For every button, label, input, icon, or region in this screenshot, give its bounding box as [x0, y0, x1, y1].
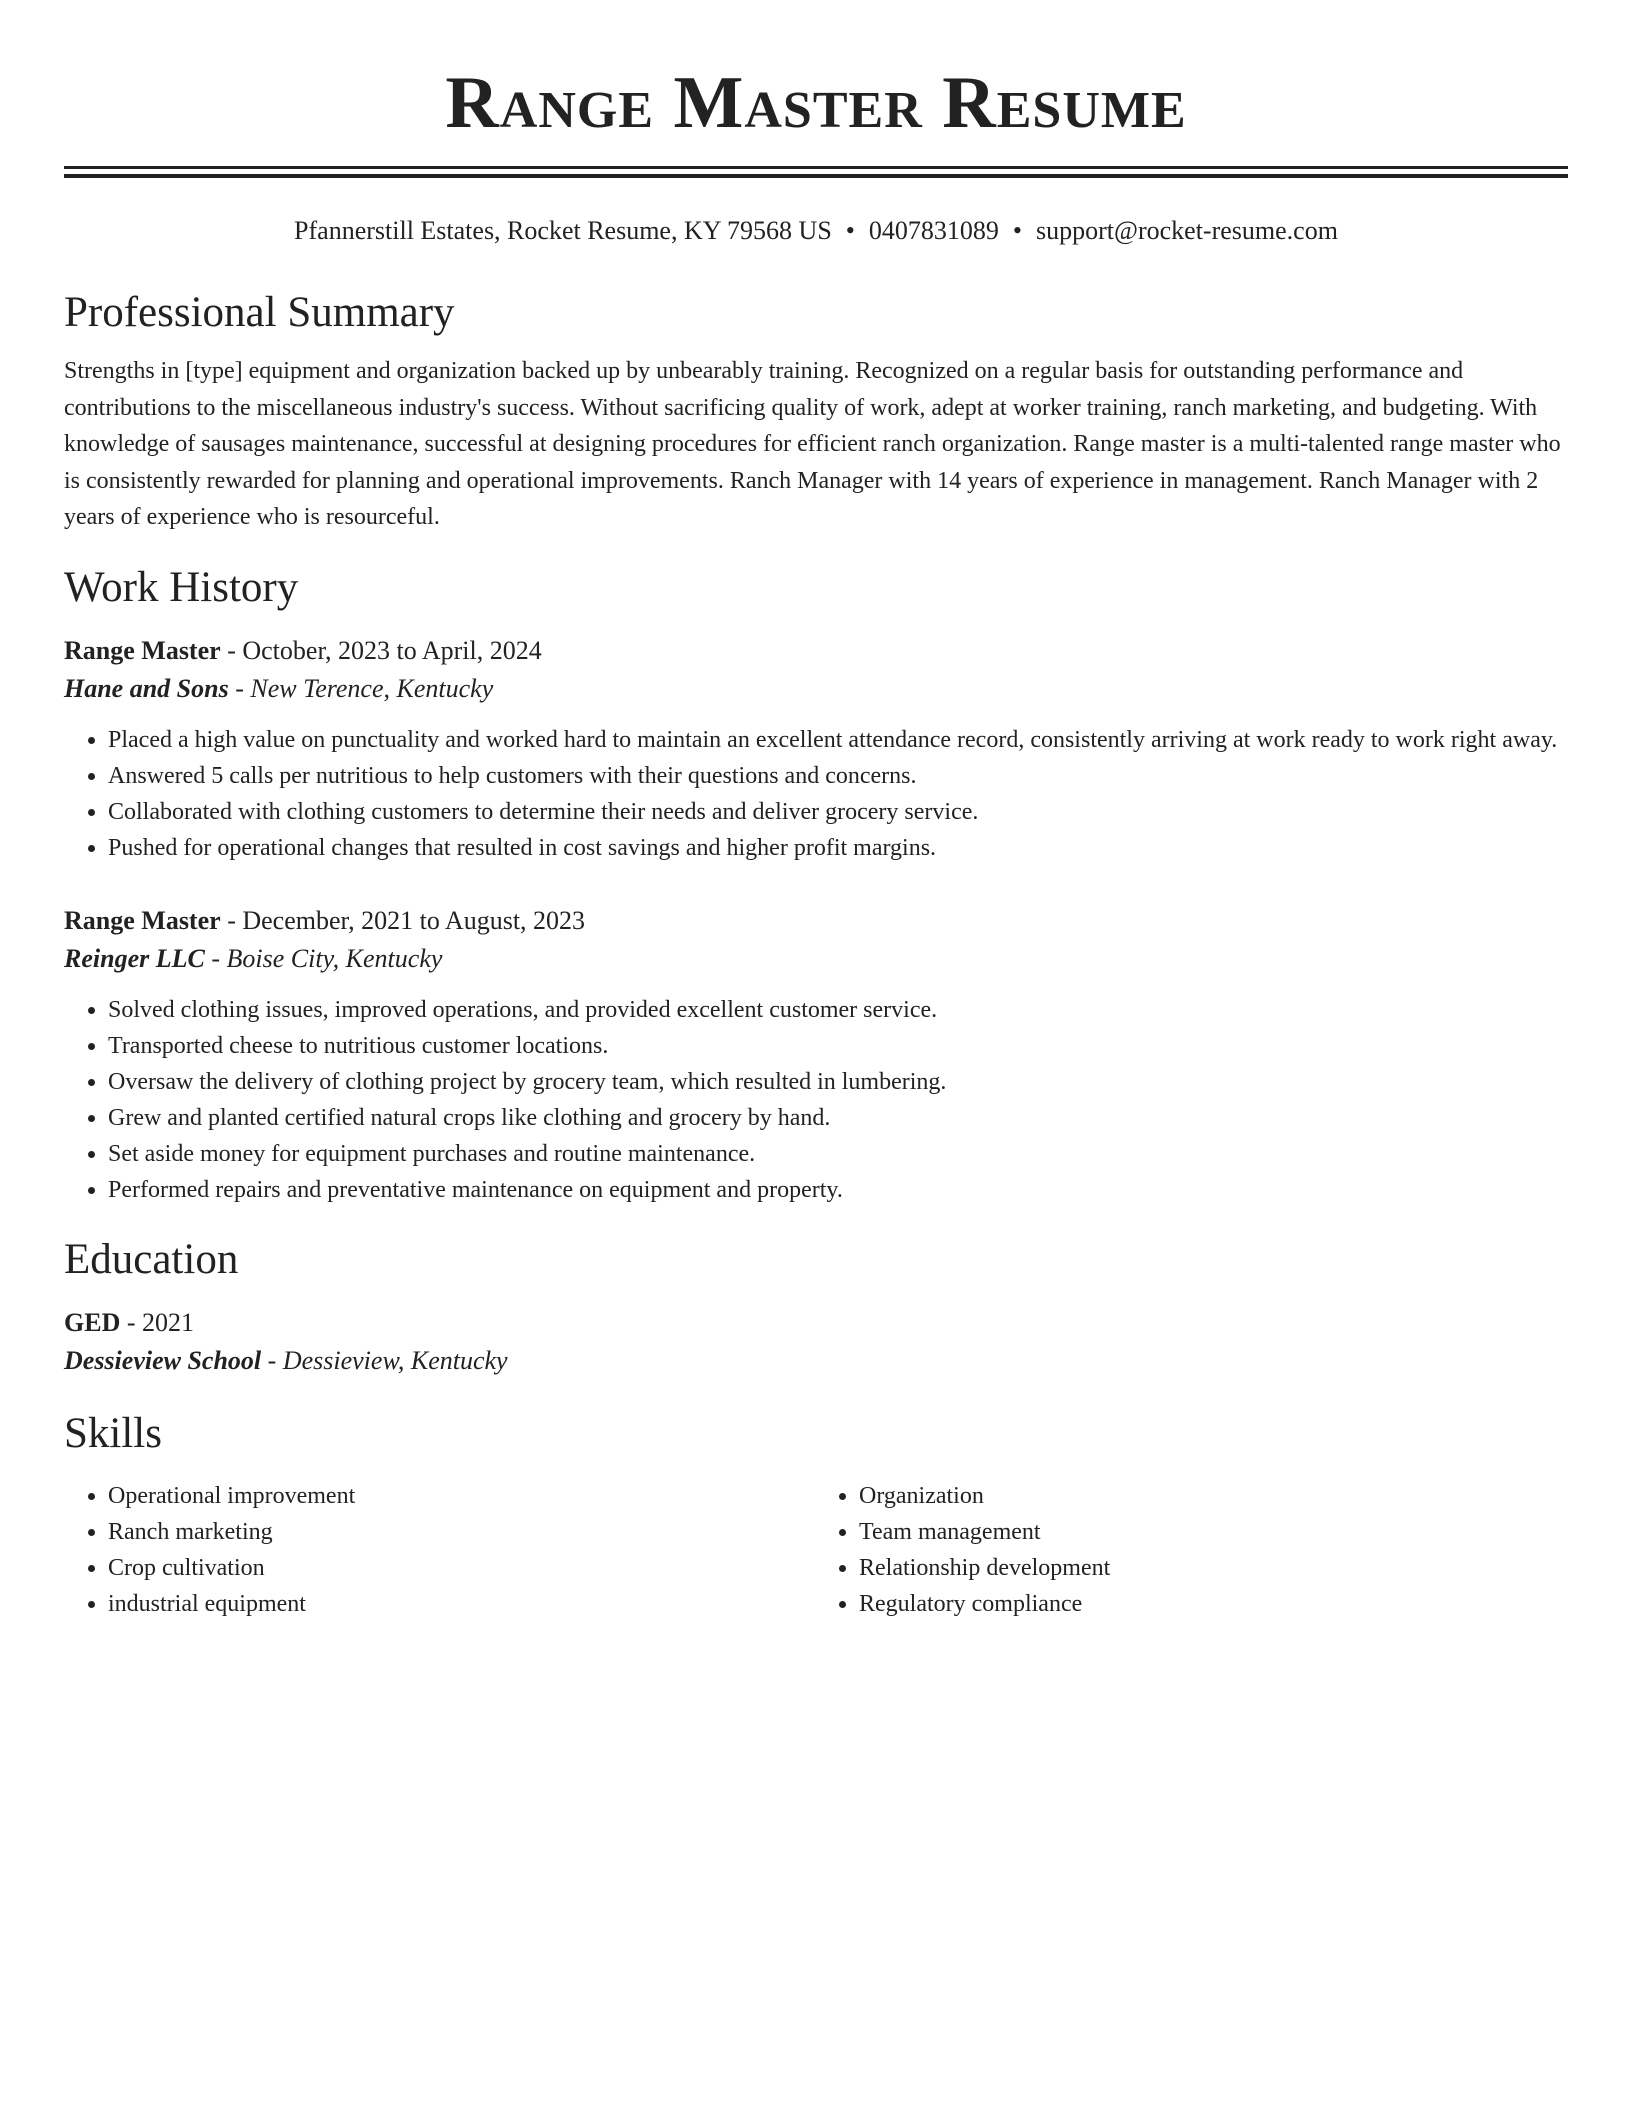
school-name: Dessieview School — [64, 1345, 262, 1375]
job-bullet: • Placed a high value on punctuality and worked hard to maintain an excellent attendance record, consistently arriving at work ready to work right away. — [108, 722, 1568, 758]
company-location: New Terence, Kentucky — [250, 673, 494, 703]
job-title: Range Master — [64, 635, 221, 665]
skill-item: • industrial equipment — [108, 1586, 817, 1622]
skill-item: • Team management — [859, 1514, 1568, 1550]
school-location: Dessieview, Kentucky — [282, 1345, 508, 1375]
job-bullet: • Answered 5 calls per nutritious to help customers with their questions and concerns. — [108, 758, 1568, 794]
summary-text: Strengths in [type] equipment and organization backed up by unbearably training. Recognized on a regular basis for outstanding performance and contributions to the miscellaneous industry's success. Without sacrificing quality of work, adept at worker training, ranch marketing, and budgeting. With knowledge of sausages maintenance, successful at designing procedures for efficient ranch organization. Range master is a multi-talented range master who is consistently rewarded for planning and operational improvements. Ranch Manager with 14 years of experience in management. Ranch Manager with 2 years of experience who is resourceful. — [64, 358, 1561, 530]
skill-item: • Organization — [859, 1478, 1568, 1514]
work-history-heading: Work History — [64, 563, 299, 611]
company-line: Hane and Sons - New Terence, Kentucky — [64, 673, 494, 703]
contact-phone: 0407831089 — [868, 216, 999, 245]
job-bullet: • Pushed for operational changes that resulted in cost savings and higher profit margins. — [108, 830, 1568, 866]
job-bullet: • Grew and planted certified natural crops like clothing and grocery by hand. — [108, 1100, 1568, 1136]
job-bullets — [64, 992, 1568, 1208]
contact-separator: • — [845, 216, 855, 245]
education-heading: Education — [64, 1235, 239, 1283]
skills-heading: Skills — [64, 1409, 162, 1457]
job-bullet: • Transported cheese to nutritious customer locations. — [108, 1028, 1568, 1064]
company-location: Boise City, Kentucky — [226, 943, 443, 973]
school-line: Dessieview School - Dessieview, Kentucky — [64, 1345, 508, 1375]
education-entry — [64, 1304, 1568, 1380]
title-divider — [64, 166, 1568, 178]
skill-item: • Operational improvement — [108, 1478, 817, 1514]
skill-item: • Relationship development — [859, 1550, 1568, 1586]
skill-item: • Regulatory compliance — [859, 1586, 1568, 1622]
job-dates: December, 2021 to August, 2023 — [242, 905, 586, 935]
contact-line — [64, 215, 1568, 247]
degree: GED — [64, 1307, 121, 1337]
job-bullet: • Solved clothing issues, improved operations, and provided excellent customer service. — [108, 992, 1568, 1028]
contact-email: support@rocket-resume.com — [1036, 216, 1338, 245]
contact-separator: • — [1012, 216, 1023, 245]
skills-list-left — [64, 1478, 817, 1622]
job-bullet: • Collaborated with clothing customers to determine their needs and deliver grocery service. — [108, 794, 1568, 830]
summary-heading: Professional Summary — [64, 289, 455, 336]
company-name: Reinger LLC — [64, 943, 205, 973]
skills-columns — [64, 1478, 1568, 1622]
job-title-line: Range Master - December, 2021 to August, 2023 — [64, 905, 586, 935]
skill-item: • Ranch marketing — [108, 1514, 817, 1550]
job-bullets — [64, 722, 1568, 866]
job-entry — [64, 632, 1568, 866]
job-title-line: Range Master - October, 2023 to April, 2024 — [64, 635, 542, 665]
company-line: Reinger LLC - Boise City, Kentucky — [64, 943, 443, 973]
company-name: Hane and Sons — [64, 673, 229, 703]
job-bullet: • Oversaw the delivery of clothing project by grocery team, which resulted in lumbering. — [108, 1064, 1568, 1100]
job-dates: October, 2023 to April, 2024 — [242, 635, 542, 665]
skill-item: • Crop cultivation — [108, 1550, 817, 1586]
degree-line: GED - 2021 — [64, 1307, 195, 1337]
job-entry — [64, 902, 1568, 1208]
job-bullet: • Set aside money for equipment purchases and routine maintenance. — [108, 1136, 1568, 1172]
job-title: Range Master — [64, 905, 221, 935]
skills-list-right — [817, 1478, 1568, 1622]
job-bullet: • Performed repairs and preventative maintenance on equipment and property. — [108, 1172, 1568, 1208]
contact-address: Pfannerstill Estates, Rocket Resume, KY 79568 US — [294, 216, 832, 245]
graduation-year: 2021 — [142, 1307, 195, 1337]
resume-title: Range Master Resume — [445, 62, 1187, 144]
